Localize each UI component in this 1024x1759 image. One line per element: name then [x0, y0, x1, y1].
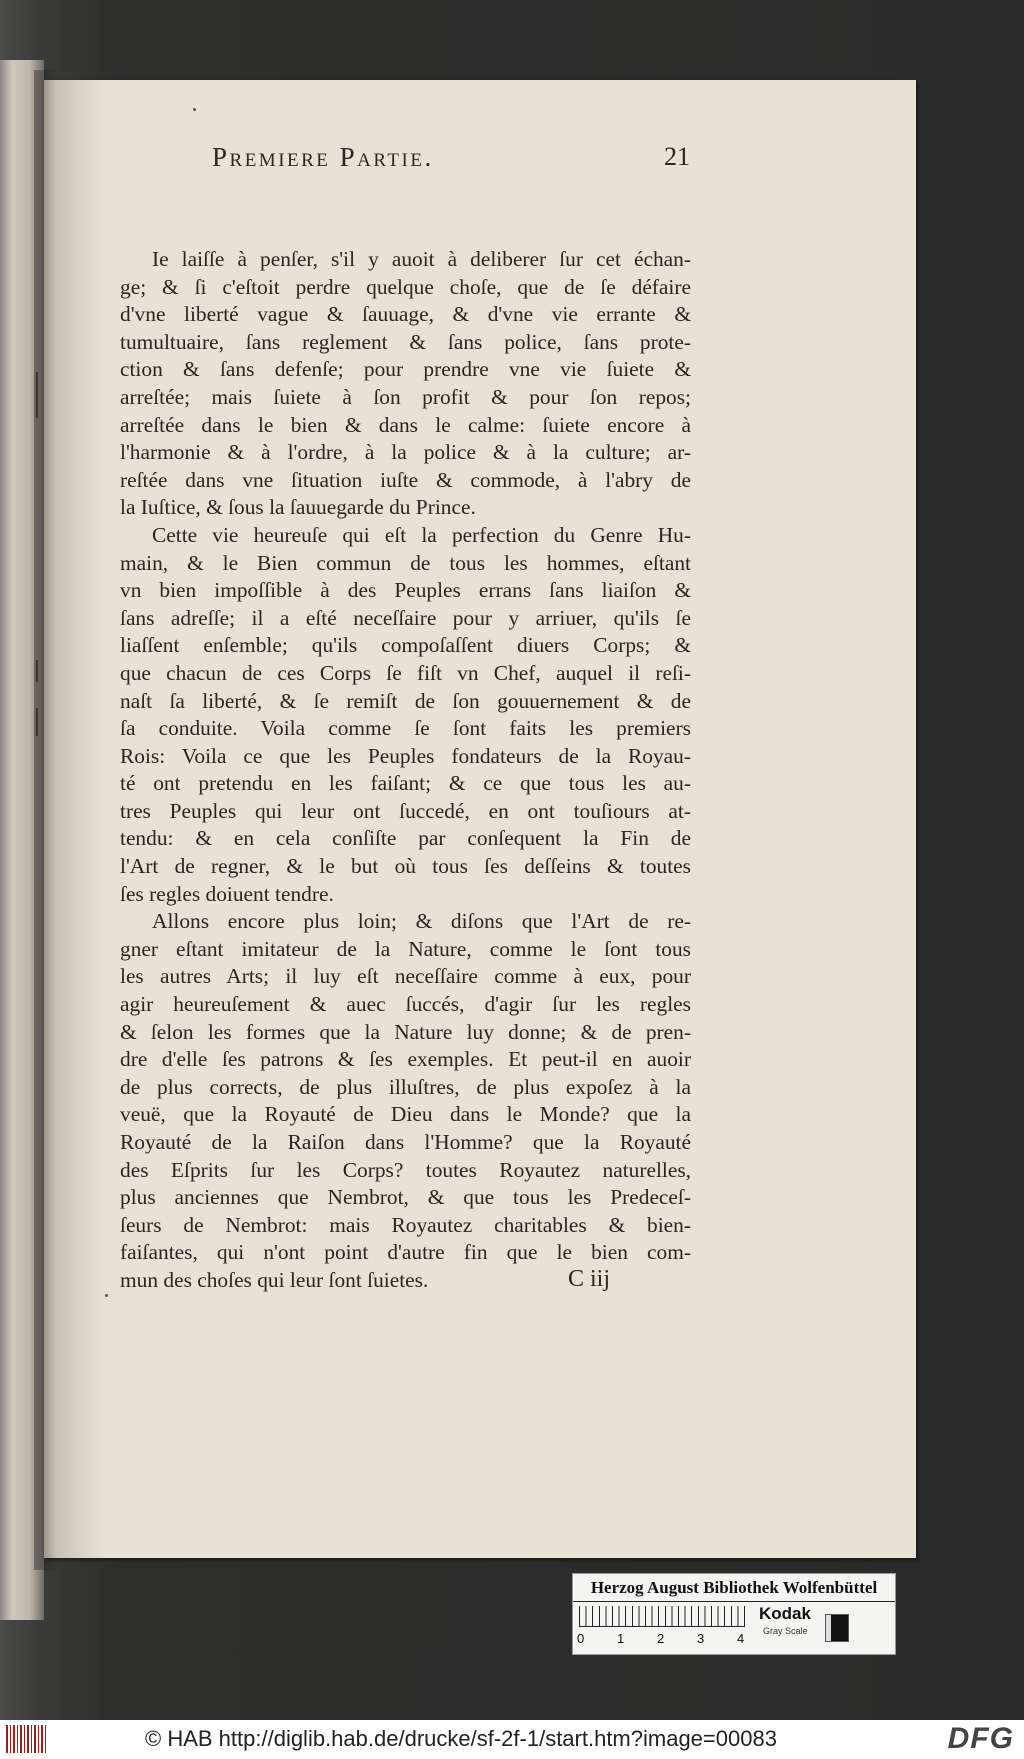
text-line: Cette vie heureuſe qui eſt la perfection du Genre Hu- [152, 522, 691, 547]
text-line: de plus corrects, de plus illuſtres, de plus expoſez à la [120, 1074, 691, 1099]
text-line: l'Art de regner, & le but où tous ſes deſſeins & toutes [120, 854, 691, 879]
margin-mark [36, 708, 38, 736]
text-line: main, & le Bien commun de tous les hommes, eſtant [120, 550, 691, 575]
text-line: tres Peuples qui leur ont ſuccedé, en ont touſiours at- [120, 798, 691, 823]
ink-speck [105, 1294, 108, 1297]
text-line: l'harmonie & à l'ordre, à la police & à la culture; ar- [120, 440, 691, 465]
text-line: ſans adreſſe; il a eſté neceſſaire pour y arriuer, qu'ils ſe [120, 605, 691, 630]
card-divider [573, 1601, 895, 1602]
text-line: ge; & ſi c'eſtoit perdre quelque choſe, que de ſe défaire [120, 274, 691, 299]
text-line: ction & ſans defenſe; pour prendre vne vie ſuiete & [120, 357, 691, 382]
color-calibration-card [572, 1573, 896, 1655]
text-line: naſt ſa liberté, & ſe remiſt de ſon gouuernement & de [120, 688, 691, 713]
text-line: té ont pretendu en les faiſant; & ce que tous les au- [120, 771, 691, 796]
text-line: mun des choſes qui leur ſont ſuietes. [120, 1267, 429, 1292]
text-line: ſeurs de Nembrot: mais Royautez charitables & bien- [120, 1212, 691, 1237]
footer-bar [0, 1720, 1024, 1759]
spine-shadow [34, 70, 56, 1570]
body-text [120, 246, 691, 1295]
ruler-number: 1 [617, 1631, 625, 1646]
margin-mark [36, 660, 38, 682]
running-title: Premiere Partie. [212, 142, 434, 172]
kodak-logo: Kodak [759, 1604, 811, 1623]
text-line: plus anciennes que Nembrot, & que tous les Predeceſ- [120, 1185, 691, 1210]
ruler-baseline [579, 1626, 745, 1627]
text-line: d'vne liberté vague & ſauuage, & d'vne vie errante & [120, 302, 691, 327]
page-number: 21 [664, 142, 690, 171]
text-line: des Eſprits ſur les Corps? toutes Royautez naturelles, [120, 1157, 691, 1182]
ruler-number: 4 [737, 1631, 745, 1646]
text-line: tumultuaire, ſans reglement & ſans police, ſans prote- [120, 329, 691, 354]
gray-swatch [825, 1614, 849, 1642]
running-head [212, 142, 690, 176]
text-line: Rois: Voila ce que les Peuples fondateurs de la Royau- [120, 743, 691, 768]
text-line: gner eſtant imitateur de la Nature, comme le ſont tous [120, 936, 691, 961]
text-line: ſes regles doiuent tendre. [120, 881, 334, 906]
ruler-number: 2 [657, 1631, 665, 1646]
ruler-numbers [577, 1631, 749, 1649]
text-line: arreſtée dans le bien & dans le calme: ſuiete encore à [120, 412, 691, 437]
gray-scale-label: Gray Scale [763, 1626, 808, 1636]
text-line: & ſelon les formes que la Nature luy donne; & de pren- [120, 1019, 691, 1044]
margin-mark [36, 372, 38, 418]
text-line: que chacun de ces Corps ſe fiſt vn Chef, auquel il reſi- [120, 660, 691, 685]
text-line: Ie laiſſe à penſer, s'il y auoit à deliberer ſur cet échan- [152, 247, 691, 271]
text-line: reſtée dans vne ſituation iuſte & commode, à l'abry de [120, 467, 691, 492]
text-line: Allons encore plus loin; & diſons que l'Art de re- [152, 909, 691, 934]
signature-mark: C iij [568, 1266, 611, 1292]
text-line: veuë, que la Royauté de Dieu dans le Monde? que la [120, 1102, 691, 1127]
text-line: vn bien impoſſible à des Peuples errans ſans liaiſon & [120, 578, 691, 603]
ruler-number: 3 [697, 1631, 705, 1646]
ink-speck [193, 108, 196, 111]
dfg-logo: DFG [947, 1722, 1014, 1755]
text-line: ſa conduite. Voila comme ſe ſont faits les premiers [120, 716, 691, 741]
card-title: Herzog August Bibliothek Wolfenbüttel [590, 1578, 878, 1597]
footer-copyright-url: © HAB http://diglib.hab.de/drucke/sf-2f-1/start.htm?image=00083 [145, 1726, 777, 1751]
text-line: tendu: & en cela conſiſte par conſequent la Fin de [120, 826, 691, 851]
text-line: liaſſent enſemble; qu'ils compoſaſſent diuers Corps; & [120, 633, 691, 658]
text-line: arreſtée; mais ſuiete à ſon profit & pour ſon repos; [120, 384, 691, 409]
ruler-ticks [579, 1606, 745, 1626]
text-line: agir heureuſement & auec ſuccés, d'agir ſur les regles [120, 992, 691, 1017]
text-line: la Iuſtice, & ſous la ſauuegarde du Prince. [120, 495, 476, 520]
ruler-number: 0 [577, 1631, 585, 1646]
text-line: Royauté de la Raiſon dans l'Homme? que la Royauté [120, 1130, 691, 1154]
text-line: les autres Arts; il luy eſt neceſſaire comme à eux, pour [120, 964, 691, 989]
barcode-icon [6, 1725, 46, 1753]
text-line: faiſantes, qui n'ont point d'autre fin que le bien com- [120, 1240, 691, 1265]
text-line: dre d'elle ſes patrons & ſes exemples. Et peut-il en auoir [120, 1047, 691, 1072]
